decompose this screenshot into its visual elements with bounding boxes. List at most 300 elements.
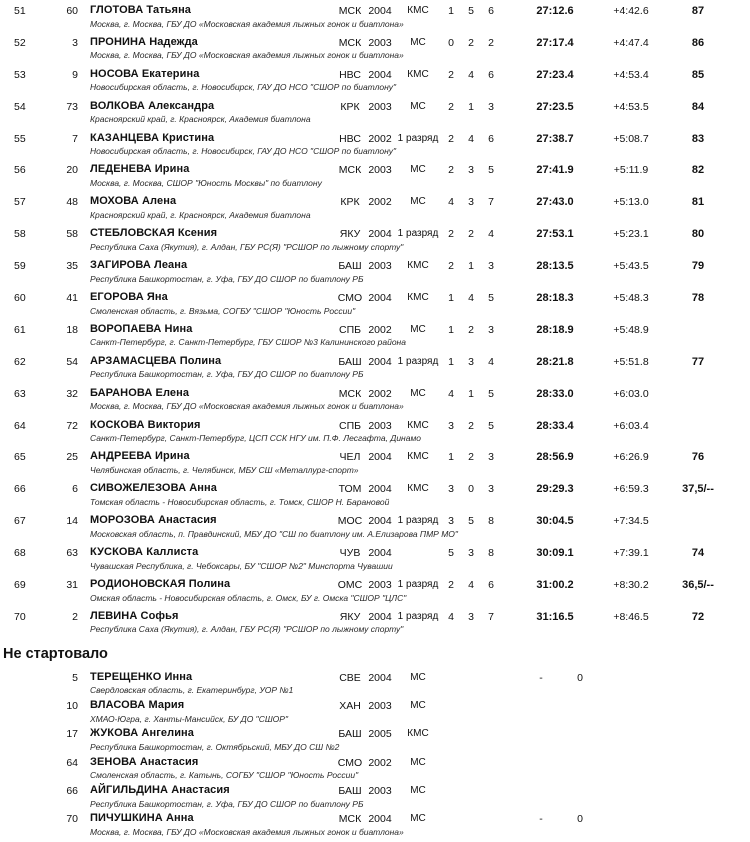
bib-cell: 32 xyxy=(66,387,78,400)
time-gap: +5:08.7 xyxy=(613,132,649,145)
result-row xyxy=(0,450,750,482)
penalty-standing: 2 xyxy=(468,323,474,336)
penalty-total: 3 xyxy=(488,260,494,273)
athlete-team: Республика Башкортостан, г. Октябрьский, МБУ ДО СШ №2 xyxy=(90,741,340,752)
time-gap: +7:34.5 xyxy=(613,515,649,528)
penalty-total: 3 xyxy=(488,451,494,464)
result-row xyxy=(0,100,750,132)
penalty-standing: 3 xyxy=(468,355,474,368)
result-row xyxy=(0,387,750,419)
penalty-standing: 3 xyxy=(468,610,474,623)
dns-row xyxy=(0,727,750,755)
athlete-team: Республика Саха (Якутия), г. Алдан, ГБУ РС(Я) "РСШОР по лыжному спорту" xyxy=(90,624,404,635)
points-cell: 74 xyxy=(691,547,705,560)
result-time: 28:56.9 xyxy=(536,451,574,464)
region-cell: МСК xyxy=(338,387,362,400)
birth-year-cell: 2002 xyxy=(368,387,392,400)
result-time: 28:33.4 xyxy=(536,419,574,432)
athlete-team: Московская область, п. Правдинский, МБУ ДО "СШ по биатлону им. А.Елизарова ПМР МО" xyxy=(90,528,458,539)
athlete-name: ТЕРЕЩЕНКО Инна xyxy=(90,670,193,683)
result-time: 27:12.6 xyxy=(536,5,574,17)
penalty-prone: 4 xyxy=(448,387,454,400)
athlete-name: СИВОЖЕЛЕЗОВА Анна xyxy=(90,482,218,495)
points-cell: 80 xyxy=(691,228,705,241)
result-row xyxy=(0,419,750,451)
penalty-standing: 3 xyxy=(468,547,474,560)
place-cell: 53 xyxy=(14,68,26,81)
place-cell: 60 xyxy=(14,292,26,305)
place-cell: 61 xyxy=(14,323,26,336)
athlete-team: Томская область - Новосибирская область, г. Томск, СШОР Н. Барановой xyxy=(90,496,390,507)
penalty-prone: 2 xyxy=(448,68,454,81)
result-row xyxy=(0,323,750,355)
region-cell: ХАН xyxy=(339,700,361,713)
rank-cell: МС xyxy=(410,323,426,335)
penalty-prone: 2 xyxy=(448,132,454,145)
birth-year-cell: 2003 xyxy=(368,260,392,273)
penalty-prone: 4 xyxy=(448,610,454,623)
athlete-team: Челябинская область, г. Челябинск, МБУ СШ «Металлург-спорт» xyxy=(90,464,359,475)
dns-section-title: Не стартовало xyxy=(3,645,108,662)
athlete-team: Свердловская область, г. Екатеринбург, УОР №1 xyxy=(90,685,294,696)
penalty-prone: 1 xyxy=(448,323,454,336)
rank-cell: КМС xyxy=(407,419,429,431)
bib-cell: 5 xyxy=(72,671,78,684)
penalty-total: 7 xyxy=(488,610,494,623)
region-cell: МСК xyxy=(338,36,362,49)
penalty-standing: 4 xyxy=(468,68,474,81)
birth-year-cell: 2002 xyxy=(368,323,392,336)
rank-cell: КМС xyxy=(407,451,429,463)
place-cell: 57 xyxy=(14,196,26,209)
dash-cell: - xyxy=(539,813,543,826)
zero-cell: 0 xyxy=(577,671,583,684)
result-time: 31:16.5 xyxy=(536,610,574,623)
athlete-name: ЕГОРОВА Яна xyxy=(90,291,168,304)
points-cell: 85 xyxy=(691,68,705,81)
birth-year-cell: 2004 xyxy=(368,228,392,241)
athlete-team: Республика Башкортостан, г. Уфа, ГБУ ДО СШОР по биатлону РБ xyxy=(90,273,364,284)
points-cell: 37,5/-- xyxy=(682,483,714,496)
result-time: 28:18.3 xyxy=(536,292,574,305)
time-gap: +4:53.4 xyxy=(613,68,649,81)
birth-year-cell: 2004 xyxy=(368,451,392,464)
region-cell: БАШ xyxy=(338,728,362,741)
region-cell: ЧУВ xyxy=(339,547,361,560)
bib-cell: 58 xyxy=(66,228,78,241)
region-cell: СВЕ xyxy=(339,671,361,684)
region-cell: НВС xyxy=(339,68,361,81)
result-time: 27:41.9 xyxy=(536,164,574,177)
athlete-team: Москва, г. Москва, ГБУ ДО «Московская академия лыжных гонок и биатлона» xyxy=(90,826,404,837)
penalty-total: 6 xyxy=(488,68,494,81)
athlete-name: ВЛАСОВА Мария xyxy=(90,699,185,712)
place-cell: 56 xyxy=(14,164,26,177)
athlete-team: Москва, г. Москва, СШОР "Юность Москвы" по биатлону xyxy=(90,177,322,188)
rank-cell: МС xyxy=(410,756,426,768)
rank-cell: МС xyxy=(410,100,426,112)
penalty-total: 6 xyxy=(488,579,494,592)
athlete-name: МОХОВА Алена xyxy=(90,195,177,208)
penalty-standing: 2 xyxy=(468,228,474,241)
birth-year-cell: 2002 xyxy=(368,196,392,209)
result-time: 30:04.5 xyxy=(536,515,574,528)
penalty-total: 2 xyxy=(488,36,494,49)
athlete-name: ЗЕНОВА Анастасия xyxy=(90,755,199,768)
penalty-prone: 2 xyxy=(448,100,454,113)
bib-cell: 9 xyxy=(72,68,78,81)
penalty-total: 6 xyxy=(488,5,494,17)
penalty-standing: 4 xyxy=(468,132,474,145)
birth-year-cell: 2005 xyxy=(368,728,392,741)
athlete-name: БАРАНОВА Елена xyxy=(90,386,190,399)
rank-cell: КМС xyxy=(407,260,429,272)
place-cell: 66 xyxy=(14,483,26,496)
penalty-standing: 1 xyxy=(468,387,474,400)
rank-cell: МС xyxy=(410,196,426,208)
time-gap: +4:42.6 xyxy=(613,5,649,17)
penalty-prone: 3 xyxy=(448,515,454,528)
penalty-standing: 3 xyxy=(468,164,474,177)
result-row xyxy=(0,259,750,291)
penalty-standing: 4 xyxy=(468,579,474,592)
result-row xyxy=(0,514,750,546)
bib-cell: 66 xyxy=(66,785,78,797)
bib-cell: 54 xyxy=(66,355,78,368)
time-gap: +5:48.3 xyxy=(613,292,649,305)
penalty-total: 3 xyxy=(488,483,494,496)
penalty-standing: 2 xyxy=(468,451,474,464)
penalty-total: 7 xyxy=(488,196,494,209)
region-cell: ЯКУ xyxy=(339,610,361,623)
region-cell: ТОМ xyxy=(338,483,362,496)
penalty-total: 6 xyxy=(488,132,494,145)
place-cell: 59 xyxy=(14,260,26,273)
time-gap: +5:48.9 xyxy=(613,323,649,336)
bib-cell: 14 xyxy=(66,515,78,528)
athlete-team: Красноярский край, г. Красноярск, Академия биатлона xyxy=(90,114,311,125)
rank-cell: 1 разряд xyxy=(397,610,439,622)
region-cell: МСК xyxy=(338,5,362,17)
place-cell: 64 xyxy=(14,419,26,432)
zero-cell: 0 xyxy=(577,813,583,826)
birth-year-cell: 2002 xyxy=(368,132,392,145)
birth-year-cell: 2003 xyxy=(368,36,392,49)
birth-year-cell: 2002 xyxy=(368,756,392,769)
time-gap: +5:43.5 xyxy=(613,260,649,273)
rank-cell: 1 разряд xyxy=(397,355,439,367)
points-cell: 84 xyxy=(691,100,705,113)
region-cell: СПБ xyxy=(338,323,362,336)
penalty-standing: 0 xyxy=(468,483,474,496)
result-row xyxy=(0,546,750,578)
penalty-standing: 1 xyxy=(468,100,474,113)
birth-year-cell: 2004 xyxy=(368,671,392,684)
bib-cell: 73 xyxy=(66,100,78,113)
dash-cell: - xyxy=(539,671,543,684)
time-gap: +6:03.0 xyxy=(613,387,649,400)
penalty-prone: 3 xyxy=(448,419,454,432)
result-time: 27:23.4 xyxy=(536,68,574,81)
rank-cell: 1 разряд xyxy=(397,132,439,144)
result-time: 27:17.4 xyxy=(536,36,574,49)
penalty-total: 4 xyxy=(488,228,494,241)
result-row xyxy=(0,68,750,100)
rank-cell: МС xyxy=(410,700,426,712)
penalty-total: 8 xyxy=(488,547,494,560)
rank-cell: МС xyxy=(410,813,426,825)
result-time: 28:33.0 xyxy=(536,387,574,400)
birth-year-cell: 2003 xyxy=(368,419,392,432)
bib-cell: 64 xyxy=(66,756,78,769)
athlete-name: РОДИОНОВСКАЯ Полина xyxy=(90,578,231,591)
bib-cell: 7 xyxy=(72,132,78,145)
penalty-prone: 2 xyxy=(448,260,454,273)
dns-table xyxy=(0,663,750,841)
result-row xyxy=(0,163,750,195)
athlete-name: АЙГИЛЬДИНА Анастасия xyxy=(90,784,230,796)
region-cell: МОС xyxy=(337,515,363,528)
bib-cell: 60 xyxy=(66,5,78,17)
penalty-prone: 3 xyxy=(448,483,454,496)
time-gap: +4:47.4 xyxy=(613,36,649,49)
athlete-team: Красноярский край, г. Красноярск, Академия биатлона xyxy=(90,209,311,220)
athlete-name: НОСОВА Екатерина xyxy=(90,67,200,80)
place-cell: 62 xyxy=(14,355,26,368)
rank-cell: МС xyxy=(410,387,426,399)
birth-year-cell: 2004 xyxy=(368,610,392,623)
result-time: 27:38.7 xyxy=(536,132,574,145)
athlete-team: Санкт-Петербург, Санкт-Петербург, ЦСП ССК НГУ им. П.Ф. Лесгафта, Динамо xyxy=(90,433,422,444)
region-cell: БАШ xyxy=(338,260,362,273)
penalty-prone: 4 xyxy=(448,196,454,209)
rank-cell: КМС xyxy=(407,483,429,495)
birth-year-cell: 2004 xyxy=(368,292,392,305)
birth-year-cell: 2004 xyxy=(368,813,392,826)
athlete-team: Новосибирская область, г. Новосибирск, ГАУ ДО НСО "СШОР по биатлону" xyxy=(90,146,397,157)
region-cell: СПБ xyxy=(338,419,362,432)
penalty-prone: 2 xyxy=(448,579,454,592)
penalty-standing: 5 xyxy=(468,5,474,17)
rank-cell: МС xyxy=(410,671,426,683)
rank-cell: КМС xyxy=(407,5,429,16)
place-cell: 69 xyxy=(14,579,26,592)
athlete-name: ВОРОПАЕВА Нина xyxy=(90,322,193,335)
birth-year-cell: 2003 xyxy=(368,579,392,592)
penalty-total: 5 xyxy=(488,387,494,400)
athlete-name: ЛЕВИНА Софья xyxy=(90,609,179,622)
bib-cell: 20 xyxy=(66,164,78,177)
dns-row xyxy=(0,671,750,699)
athlete-name: МОРОЗОВА Анастасия xyxy=(90,514,217,527)
result-time: 27:43.0 xyxy=(536,196,574,209)
penalty-total: 4 xyxy=(488,355,494,368)
time-gap: +6:26.9 xyxy=(613,451,649,464)
points-cell: 87 xyxy=(691,5,705,17)
penalty-standing: 2 xyxy=(468,419,474,432)
bib-cell: 17 xyxy=(66,728,78,741)
region-cell: СМО xyxy=(337,292,363,305)
athlete-name: АНДРЕЕВА Ирина xyxy=(90,450,190,463)
bib-cell: 70 xyxy=(66,813,78,826)
birth-year-cell: 2003 xyxy=(368,164,392,177)
result-row xyxy=(0,132,750,164)
result-time: 27:23.5 xyxy=(536,100,574,113)
athlete-name: КУСКОВА Каллиста xyxy=(90,546,199,559)
result-row xyxy=(0,355,750,387)
athlete-team: Новосибирская область, г. Новосибирск, ГАУ ДО НСО "СШОР по биатлону" xyxy=(90,82,397,93)
region-cell: ОМС xyxy=(337,579,363,592)
athlete-name: КАЗАНЦЕВА Кристина xyxy=(90,131,215,144)
rank-cell: 1 разряд xyxy=(397,579,439,591)
result-row xyxy=(0,227,750,259)
bib-cell: 41 xyxy=(66,292,78,305)
place-cell: 52 xyxy=(14,36,26,49)
birth-year-cell: 2003 xyxy=(368,785,392,797)
result-time: 28:13.5 xyxy=(536,260,574,273)
penalty-standing: 1 xyxy=(468,260,474,273)
rank-cell: МС xyxy=(410,785,426,796)
region-cell: БАШ xyxy=(338,355,362,368)
region-cell: МСК xyxy=(338,164,362,177)
bib-cell: 72 xyxy=(66,419,78,432)
birth-year-cell: 2003 xyxy=(368,700,392,713)
time-gap: +5:11.9 xyxy=(613,164,649,177)
result-time: 30:09.1 xyxy=(536,547,574,560)
penalty-prone: 1 xyxy=(448,355,454,368)
athlete-team: Санкт-Петербург, г. Санкт-Петербург, ГБУ СШОР №3 Калининского района xyxy=(90,337,406,348)
penalty-prone: 2 xyxy=(448,164,454,177)
athlete-name: ЖУКОВА Ангелина xyxy=(90,727,195,740)
penalty-total: 8 xyxy=(488,515,494,528)
rank-cell: КМС xyxy=(407,68,429,80)
athlete-name: ВОЛКОВА Александра xyxy=(90,99,215,112)
result-time: 29:29.3 xyxy=(536,483,574,496)
points-cell: 78 xyxy=(691,292,705,305)
athlete-name: СТЕБЛОВСКАЯ Ксения xyxy=(90,227,218,240)
result-row xyxy=(0,578,750,610)
penalty-total: 5 xyxy=(488,164,494,177)
rank-cell: КМС xyxy=(407,292,429,304)
region-cell: БАШ xyxy=(338,785,362,797)
dns-row xyxy=(0,756,750,784)
penalty-total: 5 xyxy=(488,419,494,432)
athlete-team: Москва, г. Москва, ГБУ ДО «Московская академия лыжных гонок и биатлона» xyxy=(90,50,404,61)
athlete-team: Смоленская область, г. Вязьма, СОГБУ "СШОР "Юность России" xyxy=(90,305,356,316)
rank-cell: МС xyxy=(410,164,426,176)
bib-cell: 48 xyxy=(66,196,78,209)
athlete-team: Республика Башкортостан, г. Уфа, ГБУ ДО СШОР по биатлону РБ xyxy=(90,798,364,809)
birth-year-cell: 2004 xyxy=(368,68,392,81)
dns-row xyxy=(0,812,750,840)
athlete-name: ЛЕДЕНЕВА Ирина xyxy=(90,163,190,176)
penalty-standing: 2 xyxy=(468,36,474,49)
result-time: 31:00.2 xyxy=(536,579,574,592)
penalty-total: 5 xyxy=(488,292,494,305)
points-cell: 36,5/-- xyxy=(682,579,714,592)
bib-cell: 63 xyxy=(66,547,78,560)
bib-cell: 35 xyxy=(66,260,78,273)
athlete-team: Москва, г. Москва, ГБУ ДО «Московская академия лыжных гонок и биатлона» xyxy=(90,18,404,29)
points-cell: 81 xyxy=(691,196,705,209)
points-cell: 72 xyxy=(691,610,705,623)
result-row xyxy=(0,195,750,227)
region-cell: КРК xyxy=(340,100,360,113)
athlete-team: Республика Саха (Якутия), г. Алдан, ГБУ РС(Я) "РСШОР по лыжному спорту" xyxy=(90,241,404,252)
bib-cell: 18 xyxy=(66,323,78,336)
rank-cell: 1 разряд xyxy=(397,228,439,240)
region-cell: НВС xyxy=(339,132,361,145)
penalty-prone: 1 xyxy=(448,292,454,305)
bib-cell: 2 xyxy=(72,610,78,623)
result-row xyxy=(0,36,750,68)
points-cell: 83 xyxy=(691,132,705,145)
points-cell: 86 xyxy=(691,36,705,49)
time-gap: +8:46.5 xyxy=(613,610,649,623)
region-cell: МСК xyxy=(338,813,362,826)
dns-row xyxy=(0,784,750,812)
birth-year-cell: 2004 xyxy=(368,515,392,528)
athlete-team: Москва, г. Москва, ГБУ ДО «Московская академия лыжных гонок и биатлона» xyxy=(90,401,404,412)
time-gap: +8:30.2 xyxy=(613,579,649,592)
result-row xyxy=(0,610,750,642)
time-gap: +6:59.3 xyxy=(613,483,649,496)
birth-year-cell: 2004 xyxy=(368,547,392,560)
time-gap: +5:51.8 xyxy=(613,355,649,368)
result-row xyxy=(0,4,750,36)
points-cell: 79 xyxy=(691,260,705,273)
athlete-name: ЗАГИРОВА Леана xyxy=(90,259,188,272)
place-cell: 68 xyxy=(14,547,26,560)
time-gap: +6:03.4 xyxy=(613,419,649,432)
penalty-prone: 1 xyxy=(448,5,454,17)
points-cell: 82 xyxy=(691,164,705,177)
result-time: 28:18.9 xyxy=(536,323,574,336)
athlete-team: Чувашская Республика, г. Чебоксары, БУ "СШОР №2" Минспорта Чувашии xyxy=(90,560,393,571)
place-cell: 63 xyxy=(14,387,26,400)
place-cell: 55 xyxy=(14,132,26,145)
time-gap: +5:23.1 xyxy=(613,228,649,241)
points-cell: 77 xyxy=(691,355,705,368)
athlete-team: Смоленская область, г. Катынь, СОГБУ "СШОР "Юность России" xyxy=(90,770,359,781)
penalty-standing: 4 xyxy=(468,292,474,305)
place-cell: 65 xyxy=(14,451,26,464)
place-cell: 58 xyxy=(14,228,26,241)
dns-row xyxy=(0,699,750,727)
birth-year-cell: 2003 xyxy=(368,100,392,113)
penalty-prone: 2 xyxy=(448,228,454,241)
place-cell: 51 xyxy=(14,5,26,17)
rank-cell: 1 разряд xyxy=(397,515,439,527)
penalty-total: 3 xyxy=(488,100,494,113)
bib-cell: 10 xyxy=(66,700,78,713)
athlete-name: КОСКОВА Виктория xyxy=(90,418,201,431)
penalty-prone: 1 xyxy=(448,451,454,464)
place-cell: 54 xyxy=(14,100,26,113)
result-time: 28:21.8 xyxy=(536,355,574,368)
bib-cell: 3 xyxy=(72,36,78,49)
points-cell: 76 xyxy=(691,451,705,464)
rank-cell: КМС xyxy=(407,728,429,740)
region-cell: ЯКУ xyxy=(339,228,361,241)
result-time: 27:53.1 xyxy=(536,228,574,241)
birth-year-cell: 2004 xyxy=(368,483,392,496)
bib-cell: 25 xyxy=(66,451,78,464)
athlete-team: Республика Башкортостан, г. Уфа, ГБУ ДО СШОР по биатлону РБ xyxy=(90,369,364,380)
bib-cell: 6 xyxy=(72,483,78,496)
birth-year-cell: 2004 xyxy=(368,5,392,17)
penalty-total: 3 xyxy=(488,323,494,336)
